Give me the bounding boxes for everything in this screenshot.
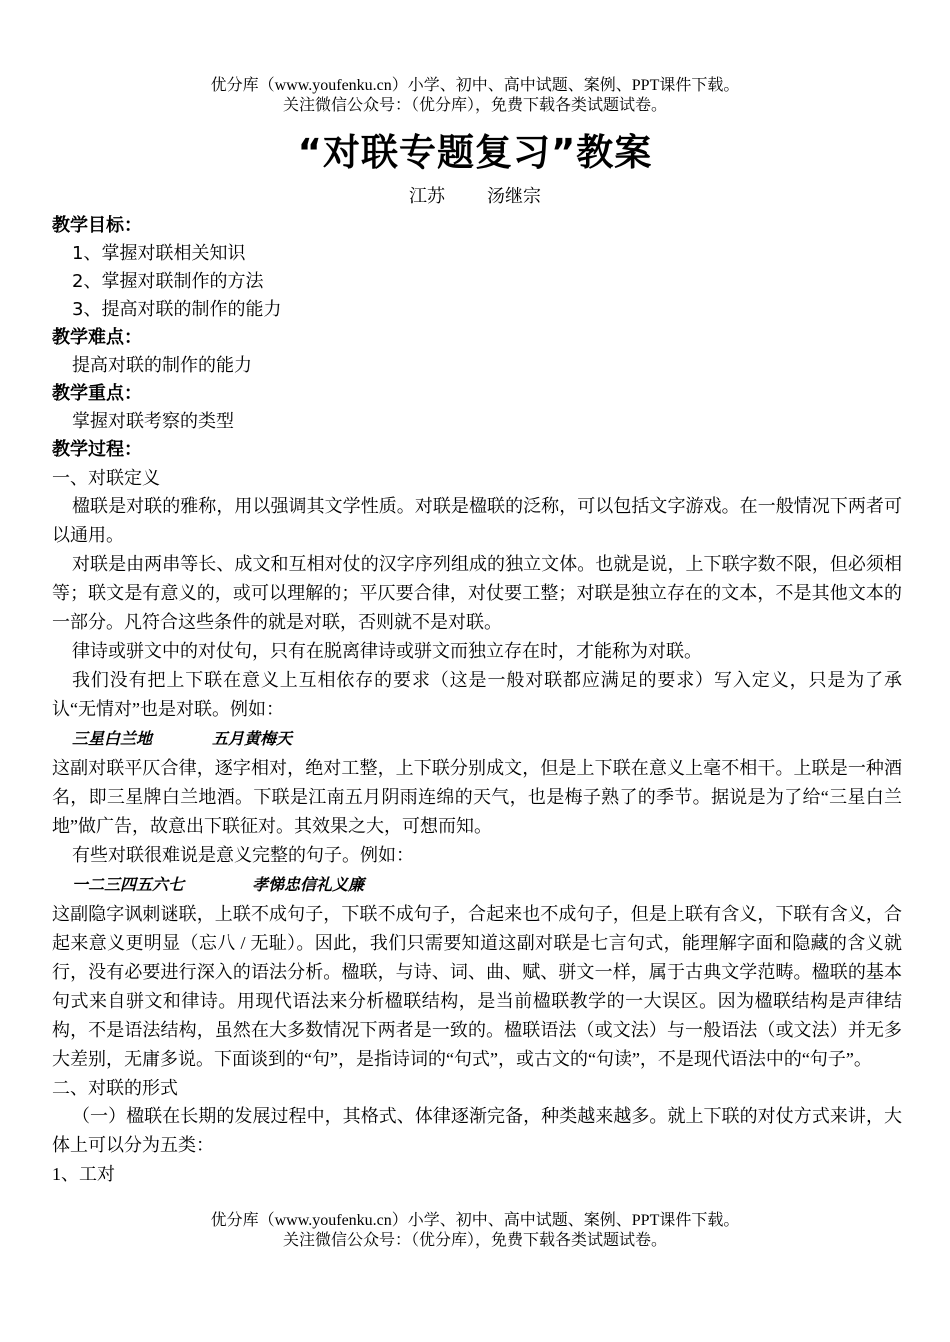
goal-item: 1、掌握对联相关知识 [72, 243, 246, 264]
author-region: 江苏 [409, 186, 445, 206]
document-title: “对联专题复习”教案 [297, 131, 653, 174]
couplet-lower: 五月黄梅天 [212, 729, 293, 748]
section-1-paragraph: 我们没有把上下联在意义上互相依存的要求（这是一般对联都应满足的要求）写入定义，只是为了承认“无情对”也是对联。例如： [52, 670, 902, 719]
section-1-title: 一、对联定义 [52, 468, 160, 488]
difficulty-text: 提高对联的制作的能力 [72, 355, 252, 376]
section-2-title: 二、对联的形式 [52, 1078, 178, 1098]
couplet-lower: 孝悌忠信礼义廉 [252, 875, 365, 894]
couplet-upper: 一二三四五六七 [72, 875, 185, 894]
footer-line-1: 优分库（www.youfenku.cn）小学、初中、高中试题、案例、PPT课件下载。 [210, 1212, 740, 1229]
goal-item: 3、提高对联的制作的能力 [72, 299, 282, 320]
goal-item: 2、掌握对联制作的方法 [72, 271, 264, 292]
section-2-paragraph: （一）楹联在长期的发展过程中，其格式、体律逐渐完备，种类越来越多。就上下联的对仗方式来讲，大体上可以分为五类： [52, 1106, 902, 1155]
section-1-paragraph: 律诗或骈文中的对仗句，只有在脱离律诗或骈文而独立存在时，才能称为对联。 [72, 641, 702, 661]
author-line [0, 183, 950, 209]
focus-heading: 教学重点： [52, 383, 142, 404]
section-1-paragraph: 这副隐字讽刺谜联，上联不成句子，下联不成句子，合起来也不成句子，但是上联有含义，下联有含义，合起来意义更明显（忘八 / 无耻）。因此，我们只需要知道这副对联是七言句式，能理解字面和隐藏的含义就行，没有必要进行深入的语法分析。楹联，与诗、词、曲、赋、骈文一样，属于古典文学范畴。楹联的基本句式来自骈文和律诗。用现代语法来分析楹联结构，是当前楹联教学的一大误区。因为楹联结构是声律结构，不是语法结构，虽然在大多数情况下两者是一致的。楹联语法（或文法）与一般语法（或文法）并无多大差别，无庸多说。下面谈到的“句”，是指诗词的“句式”，或古文的“句读”，不是现代语法中的“句子”。 [52, 904, 902, 1069]
goals-heading: 教学目标： [52, 215, 142, 236]
section-1-paragraph: 这副对联平仄合律，逐字相对，绝对工整，上下联分别成文，但是上下联在意义上毫不相干。上联是一种酒名，即三星牌白兰地酒。下联是江南五月阴雨连绵的天气，也是梅子熟了的季节。据说是为了给“三星白兰地”做广告，故意出下联征对。其效果之大，可想而知。 [52, 758, 902, 836]
author-name: 汤继宗 [487, 186, 541, 206]
document-body [52, 212, 902, 1188]
footer-line-2: 关注微信公众号：（优分库），免费下载各类试题试卷。 [282, 1232, 667, 1249]
header-line-2: 关注微信公众号：（优分库），免费下载各类试题试卷。 [282, 97, 667, 114]
process-heading: 教学过程： [52, 439, 142, 460]
focus-text: 掌握对联考察的类型 [72, 411, 234, 432]
section-1-paragraph: 有些对联很难说是意义完整的句子。例如： [72, 845, 414, 865]
section-1-paragraph: 楹联是对联的雅称，用以强调其文学性质。对联是楹联的泛称，可以包括文字游戏。在一般情况下两者可以通用。 [52, 496, 902, 545]
section-1-paragraph: 对联是由两串等长、成文和互相对仗的汉字序列组成的独立文体。也就是说，上下联字数不限，但必须相等；联文是有意义的，或可以理解的；平仄要合律，对仗要工整；对联是独立存在的文本，不是其他文本的一部分。凡符合这些条件的就是对联，否则就不是对联。 [52, 554, 902, 632]
page-header [0, 76, 950, 116]
couplet-example-2 [52, 870, 902, 900]
couplet-upper: 三星白兰地 [72, 729, 153, 748]
couplet-example-1 [52, 724, 902, 754]
section-2-item: 1、工对 [52, 1164, 115, 1184]
page-footer [0, 1211, 950, 1251]
header-line-1: 优分库（www.youfenku.cn）小学、初中、高中试题、案例、PPT课件下载。 [210, 77, 740, 94]
difficulty-heading: 教学难点： [52, 327, 142, 348]
